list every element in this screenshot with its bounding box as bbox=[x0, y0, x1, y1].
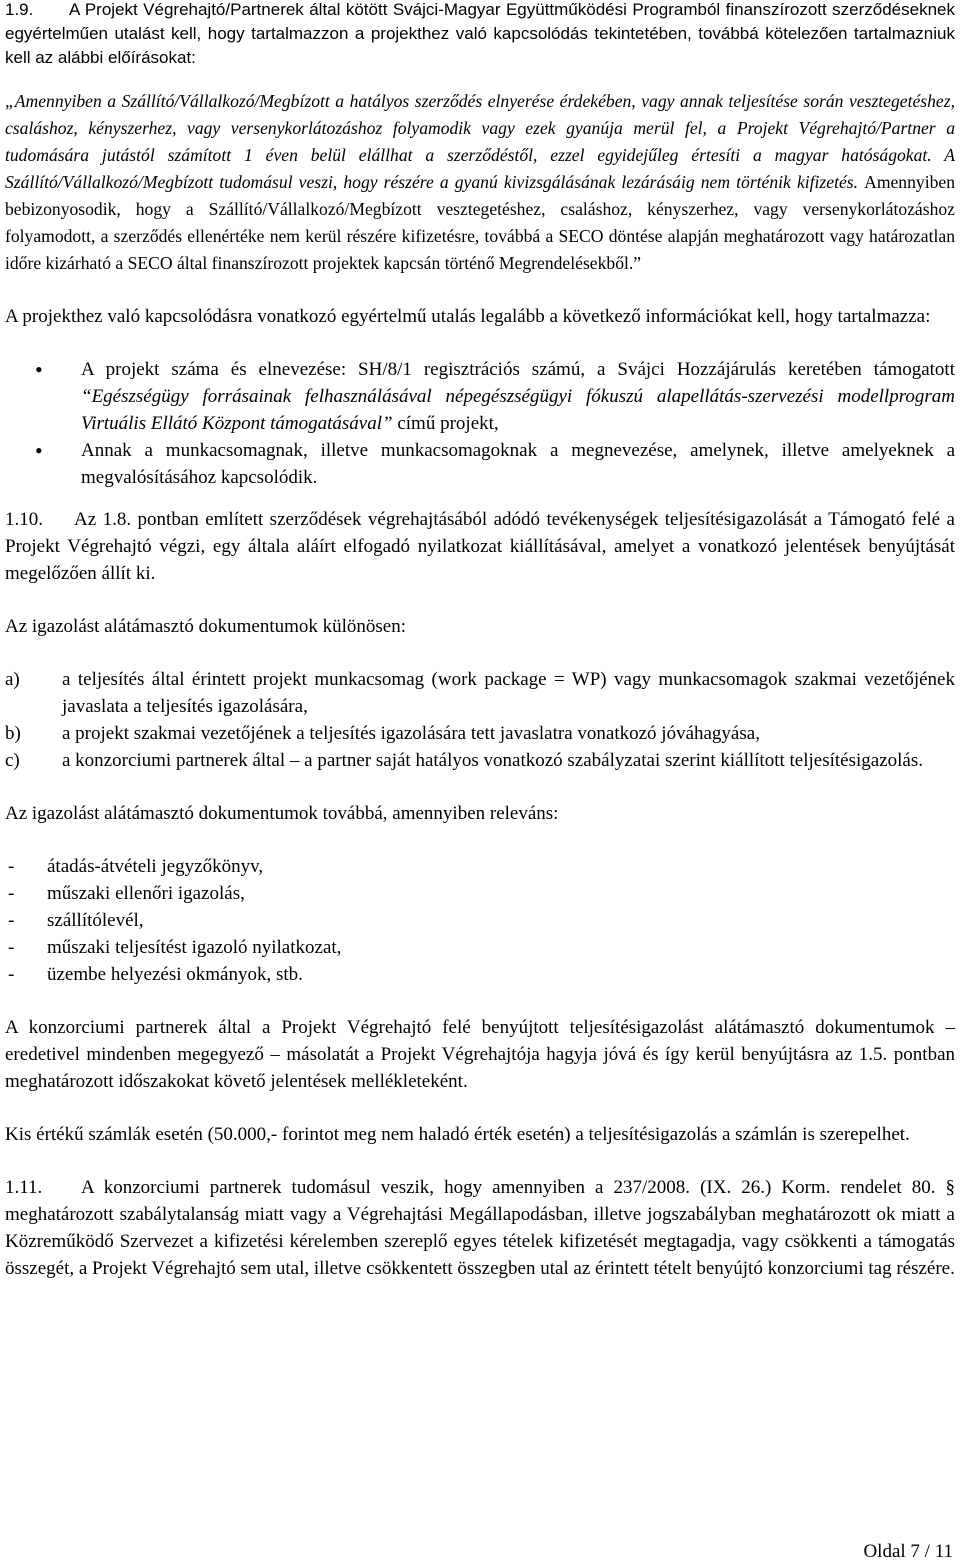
section-1-10-text: Az 1.8. pontban említett szerződések végrehajtásából adódó tevékenységek teljesítésigazolását a Támogató felé a Projekt Végrehajtó végzi, egy általa aláírt elfogadó nyilatkozat kiállításával, amelyet a vonatkozó jelentések benyújtását megelőzően állít ki. bbox=[5, 509, 955, 584]
list-item-text: a projekt szakmai vezetőjének a teljesítés igazolására tett javaslatra vonatkozó jóváhagyása, bbox=[62, 723, 760, 744]
list-item-text: a konzorciumi partnerek által – a partner saját hatályos vonatkozó szabályzatai szerint kiállított teljesítésigazolás. bbox=[62, 750, 924, 771]
consortium-paragraph: A konzorciumi partnerek által a Projekt Végrehajtó felé benyújtott teljesítésigazolást alátámasztó dokumentumok – eredetivel mindenben megegyező – másolatát a Projekt Végrehajtója hagyja jóvá és így kerül benyújtásra az 1.5. pontban meghatározott időszakokat követő jelentések mellékleteként. bbox=[5, 1017, 955, 1092]
list-item bbox=[5, 720, 955, 747]
reference-bullet-list bbox=[5, 356, 955, 491]
section-1-11-paragraph bbox=[5, 1174, 955, 1282]
list-marker: - bbox=[8, 856, 15, 877]
list-item-text: műszaki ellenőri igazolás, bbox=[47, 883, 245, 904]
list-item bbox=[5, 747, 955, 774]
list-marker: c) bbox=[5, 750, 20, 771]
list-marker: b) bbox=[5, 723, 21, 744]
section-1-9-intro bbox=[5, 0, 955, 70]
list-item-text: üzembe helyezési okmányok, stb. bbox=[47, 964, 303, 985]
list-marker: - bbox=[8, 964, 15, 985]
section-1-11-text: A konzorciumi partnerek tudomásul veszik, hogy amennyiben a 237/2008. (IX. 26.) Korm. rendelet 80. § meghatározott szabálytalanság miatt vagy a Végrehajtási Megállapodásban, illetve jogszabályban meghatározott ok miatt a Közreműködő Szervezet a kifizetési kérelemben szereplő egyes tételek kifizetését megtagadja, vagy csökkenti a támogatás összegét, a Projekt Végrehajtó sem utal, illetve csökkentett összegben utal az érintett tételt benyújtó konzorciumi tag részére. bbox=[5, 1177, 955, 1279]
list-item bbox=[5, 437, 955, 491]
document-page bbox=[5, 0, 955, 1282]
section-1-10-paragraph bbox=[5, 506, 955, 587]
section-number: 1.10. bbox=[5, 509, 43, 530]
list-marker: - bbox=[8, 910, 15, 931]
bullet-icon: • bbox=[35, 438, 43, 463]
list-item bbox=[5, 666, 955, 720]
list-item-text: műszaki teljesítést igazoló nyilatkozat, bbox=[47, 937, 342, 958]
bullet-text-post: című projekt, bbox=[392, 413, 499, 434]
page-number-footer: Oldal 7 / 11 bbox=[863, 1541, 953, 1562]
list-item bbox=[5, 880, 955, 907]
list-marker: - bbox=[8, 883, 15, 904]
mandatory-clause-quote bbox=[5, 88, 955, 277]
list-marker: - bbox=[8, 937, 15, 958]
list-item-text: szállítólevél, bbox=[47, 910, 144, 931]
quote-part-1: „Amennyiben a Szállító/Vállalkozó/Megbízott a hatályos szerződés elnyerése érdekében, vagy annak teljesítése során vesztegetéshez, csaláshoz, kényszerhez, vagy versenykorlátozáshoz folyamodik vagy ezek gyanúja merül fel, a Projekt Végrehajtó/Partner a tudomására jutástól számított 1 éven belül elállhat a szerződéstől, ezzel egyidejűleg értesíti a magyar hatóságokat. A Szállító/Vállalkozó/Megbízott tudomásul veszi, hogy részére a gyanú kivizsgálásának lezárásáig nem történik kifizetés. bbox=[5, 91, 955, 192]
reference-intro-paragraph: A projekthez való kapcsolódásra vonatkozó egyértelmű utalás legalább a következő információkat kell, hogy tartalmazza: bbox=[5, 306, 931, 327]
section-number: 1.11. bbox=[5, 1177, 43, 1198]
bullet-text: Annak a munkacsomagnak, illetve munkacsomagoknak a megnevezése, amelynek, illetve amelyeknek a megvalósításához kapcsolódik. bbox=[81, 440, 955, 488]
bullet-text-pre: A projekt száma és elnevezése: SH/8/1 regisztrációs számú, a Svájci Hozzájárulás keretében támogatott bbox=[81, 359, 955, 380]
section-1-9-text: A Projekt Végrehajtó/Partnerek által kötött Svájci-Magyar Együttműködési Programból finanszírozott szerződéseknek egyértelműen utalást kell, hogy tartalmazzon a projekthez való kapcsolódás tekintetében, továbbá kötelezően tartalmazniuk kell az alábbi előírásokat: bbox=[5, 0, 955, 67]
small-invoice-paragraph: Kis értékű számlák esetén (50.000,- forintot meg nem haladó érték esetén) a teljesítésigazolás a számlán is szerepelhet. bbox=[5, 1124, 910, 1145]
list-item bbox=[5, 907, 955, 934]
list-item bbox=[5, 356, 955, 437]
relevant-docs-list bbox=[5, 853, 955, 988]
list-item bbox=[5, 853, 955, 880]
list-marker: a) bbox=[5, 669, 20, 690]
list-item bbox=[5, 961, 955, 988]
supporting-docs-list bbox=[5, 666, 955, 774]
list-item-text: átadás-átvételi jegyzőkönyv, bbox=[47, 856, 264, 877]
list-item-text: a teljesítés által érintett projekt munkacsomag (work package = WP) vagy munkacsomagok szakmai vezetőjének javaslata a teljesítés igazolására, bbox=[62, 669, 955, 717]
bullet-icon: • bbox=[35, 357, 43, 382]
list-item bbox=[5, 934, 955, 961]
project-title: “Egészségügy forrásainak felhasználásával népegészségügyi fókuszú alapellátás-szervezési modellprogram Virtuális Ellátó Központ támogatásával” bbox=[81, 386, 955, 434]
supporting-docs-intro: Az igazolást alátámasztó dokumentumok különösen: bbox=[5, 616, 407, 637]
quote-part-2: Amennyiben bebizonyosodik, hogy a Szállító/Vállalkozó/Megbízott vesztegetéshez, csaláshoz, kényszerhez, vagy versenykorlátozáshoz folyamodott, a szerződés ellenértéke nem kerül részére kifizetésre, továbbá a SECO döntése alapján meghatározott vagy határozatlan időre kizárható a SECO által finanszírozott projektek kapcsán történő Megrendelésekből.” bbox=[5, 172, 955, 273]
section-number: 1.9. bbox=[5, 0, 34, 19]
relevant-docs-intro: Az igazolást alátámasztó dokumentumok továbbá, amennyiben releváns: bbox=[5, 803, 559, 824]
